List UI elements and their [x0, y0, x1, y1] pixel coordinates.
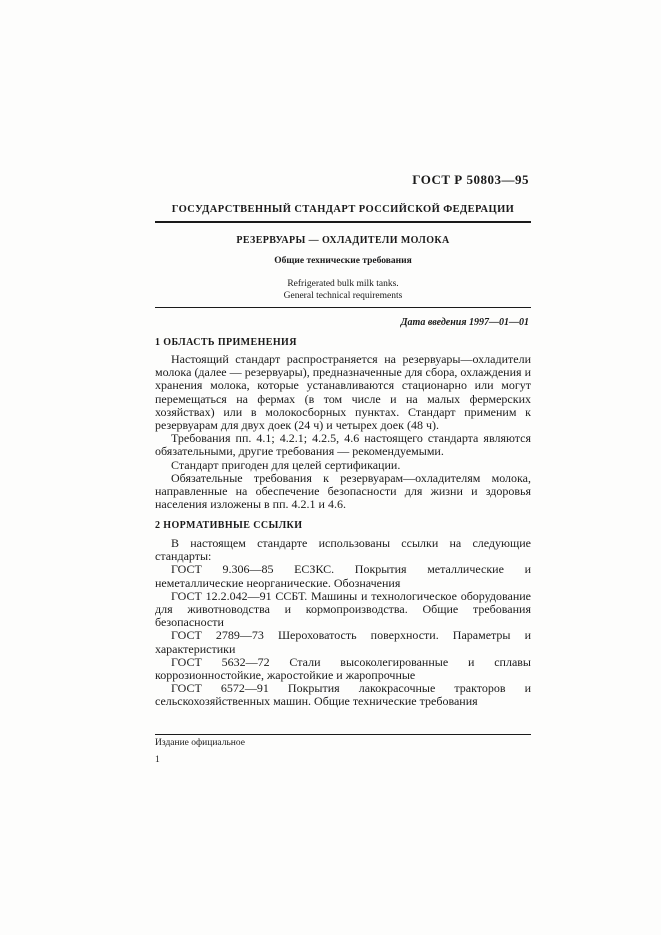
section-2-body [155, 537, 531, 709]
page-number: 1 [155, 755, 160, 765]
section-1-paragraph: Требования пп. 4.1; 4.2.1; 4.2.5, 4.6 настоящего стандарта являются обязательными, другие требования — рекомендуемыми. [155, 431, 531, 459]
reference-item: ГОСТ 6572—91 Покрытия лакокрасочные тракторов и сельскохозяйственных машин. Общие технические требования [155, 681, 531, 709]
section-1-paragraph: Настоящий стандарт распространяется на резервуары—охладители молока (далее — резервуары), предназначенные для сбора, охлаждения и хранения молока, которые устанавливаются стационарно или могут перемещаться на фермах (в том числе и на малых фермерских хозяйствах) или в молокосборных пунктах. Стандарт применим к резервуарам для двух доек (24 ч) и четырех доек (48 ч). [155, 352, 531, 433]
standard-name: ГОСУДАРСТВЕННЫЙ СТАНДАРТ РОССИЙСКОЙ ФЕДЕРАЦИИ [171, 204, 515, 215]
document-title: РЕЗЕРВУАРЫ — ОХЛАДИТЕЛИ МОЛОКА [236, 235, 450, 246]
introduction-date: Дата введения 1997—01—01 [400, 317, 529, 328]
section-2-paragraph: В настоящем стандарте использованы ссылки на следующие стандарты: [155, 536, 531, 564]
document-code: ГОСТ Р 50803—95 [412, 172, 529, 187]
reference-item: ГОСТ 2789—73 Шероховатость поверхности. Параметры и характеристики [155, 628, 531, 656]
english-title [155, 278, 531, 302]
reference-item: ГОСТ 5632—72 Стали высоколегированные и сплавы коррозионностойкие, жаростойкие и жаропрочные [155, 654, 531, 683]
footer-rule [155, 734, 531, 735]
section-2-heading: 2 НОРМАТИВНЫЕ ССЫЛКИ [155, 520, 303, 531]
top-rule [155, 221, 531, 223]
section-1-paragraph: Обязательные требования к резервуарам—охладителям молока, направленные на обеспечение безопасности для жизни и здоровья населения изложены в пп. 4.2.1 и 4.6. [155, 470, 531, 512]
section-1-paragraph: Стандарт пригоден для целей сертификации. [171, 457, 401, 472]
section-1-heading: 1 ОБЛАСТЬ ПРИМЕНЕНИЯ [155, 337, 297, 348]
reference-item: ГОСТ 9.306—85 ЕСЗКС. Покрытия металлические и неметаллические неорганические. Обозначения [155, 562, 531, 590]
reference-item: ГОСТ 12.2.042—91 ССБТ. Машины и технологическое оборудование для животноводства и кормопроизводства. Общие требования безопасности [155, 588, 531, 630]
middle-rule [155, 307, 531, 308]
english-title-line-2: General technical requirements [283, 291, 403, 301]
document-subtitle: Общие технические требования [274, 256, 412, 266]
edition-note: Издание официальное [155, 738, 245, 748]
english-title-line-1: Refrigerated bulk milk tanks. [287, 279, 399, 289]
section-1-body [155, 353, 531, 511]
